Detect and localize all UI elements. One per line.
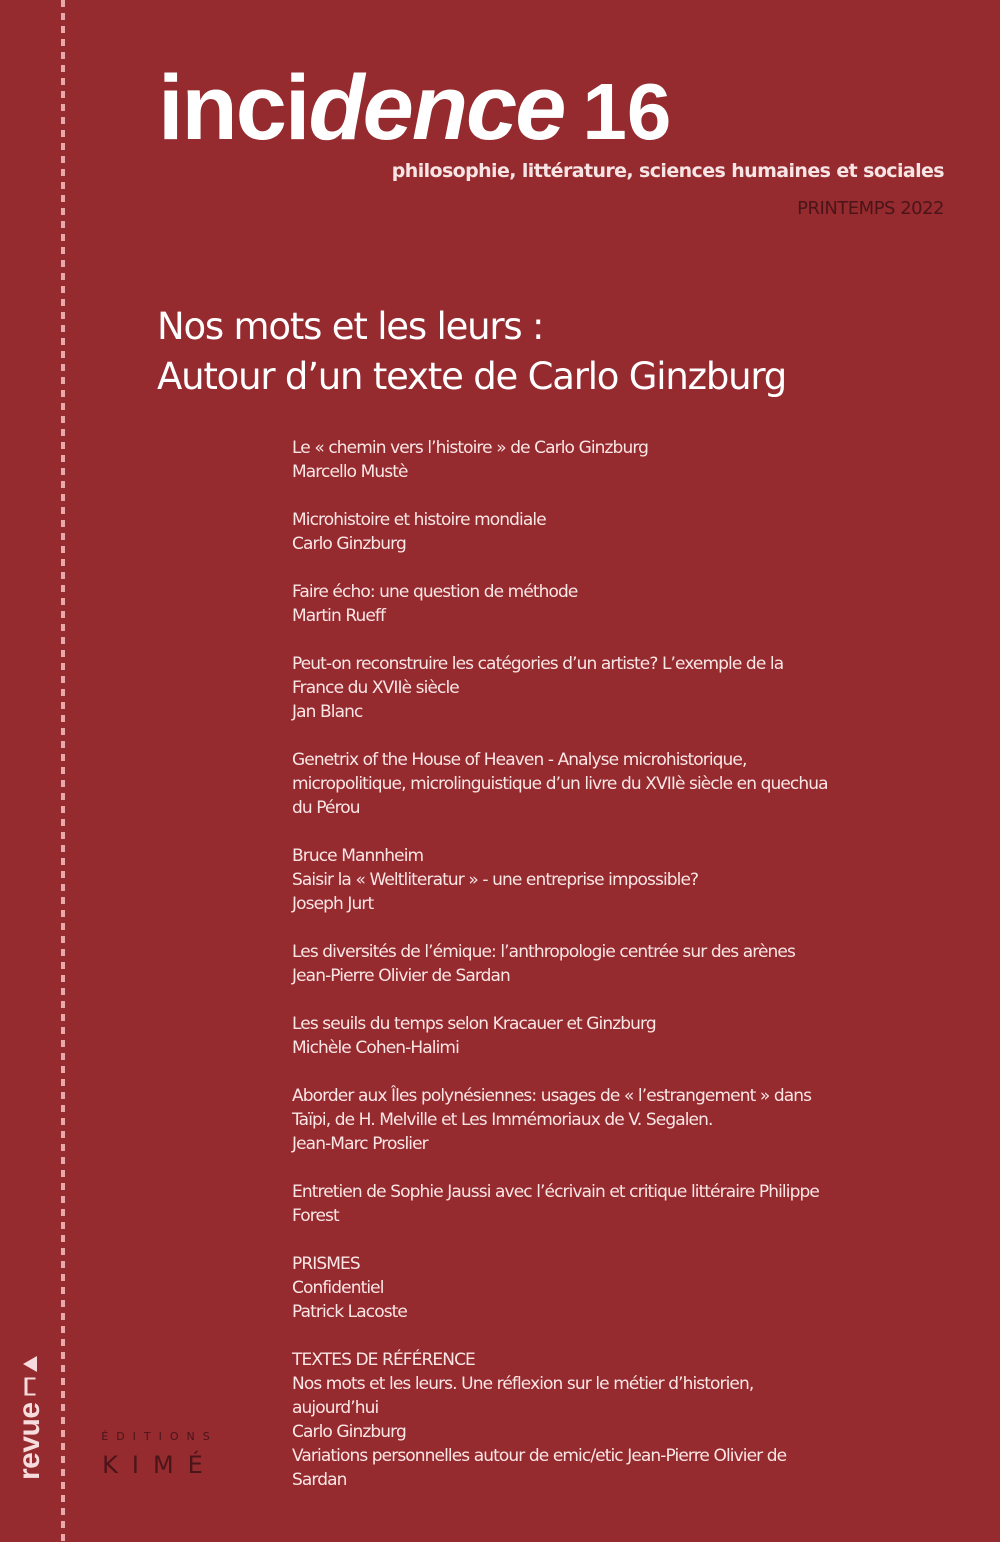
toc-section-prismes [292, 1252, 912, 1324]
arrow-icon [23, 1356, 37, 1372]
toc-line: Martin Rueff [292, 606, 386, 626]
toc-line: Taïpi, de H. Melville et Les Immémoriaux de V. Segalen. [292, 1110, 713, 1130]
theme-title [157, 302, 786, 402]
toc-section-textes-de-reference [292, 1348, 912, 1492]
toc-line: Peut-on reconstruire les catégories d’un artiste? L’exemple de la [292, 654, 784, 674]
toc-entry [292, 1180, 912, 1228]
toc-entry [292, 748, 912, 820]
toc-line: France du XVIIè siècle [292, 678, 459, 698]
toc-line: Microhistoire et histoire mondiale [292, 510, 546, 530]
toc-line: Saisir la « Weltliteratur » - une entreprise impossible? [292, 870, 699, 890]
spine-label-text: revue [13, 1402, 46, 1480]
toc-line: Jan Blanc [292, 702, 363, 722]
toc-line: Jean-Marc Proslier [292, 1134, 428, 1154]
toc-section-heading: TEXTES DE RÉFÉRENCE [292, 1350, 475, 1370]
toc-line: Patrick Lacoste [292, 1302, 407, 1322]
toc-entry [292, 508, 912, 556]
theme-title-line-2: Autour d’un texte de Carlo Ginzburg [157, 355, 787, 398]
masthead-prefix: inci [158, 57, 309, 159]
issue-number: 16 [582, 67, 672, 156]
toc-line: Nos mots et les leurs. Une réflexion sur le métier d’historien, [292, 1374, 754, 1394]
toc-line: Sardan [292, 1470, 347, 1490]
toc-line: Aborder aux Îles polynésiennes: usages de « l’estrangement » dans [292, 1086, 812, 1106]
spine-dashed-line [61, 0, 65, 1542]
toc-line: Faire écho: une question de méthode [292, 582, 578, 602]
bracket-icon [25, 1378, 36, 1396]
toc-entry [292, 1084, 912, 1156]
toc-entry [292, 652, 912, 724]
toc-entry [292, 940, 912, 988]
publisher-label: ÉDITIONS [101, 1430, 218, 1443]
spine-label [10, 1330, 50, 1480]
toc-line: du Pérou [292, 798, 360, 818]
theme-title-line-1: Nos mots et les leurs : [157, 305, 544, 348]
issue-season: PRINTEMPS 2022 [797, 198, 944, 219]
toc-line: Les seuils du temps selon Kracauer et Ginzburg [292, 1014, 656, 1034]
toc-line: Bruce Mannheim [292, 846, 424, 866]
journal-subtitle: philosophie, littérature, sciences humaines et sociales [391, 160, 944, 182]
toc-line: Les diversités de l’émique: l’anthropologie centrée sur des arènes [292, 942, 795, 962]
toc-line: Michèle Cohen-Halimi [292, 1038, 459, 1058]
publisher-logo [92, 1430, 227, 1479]
toc-line: Entretien de Sophie Jaussi avec l’écrivain et critique littéraire Philippe [292, 1182, 819, 1202]
masthead-italic: dence [308, 57, 565, 159]
toc-line: Le « chemin vers l’histoire » de Carlo Ginzburg [292, 438, 649, 458]
toc-line: Carlo Ginzburg [292, 1422, 406, 1442]
publisher-name: KIMÉ [102, 1451, 217, 1479]
toc-line: micropolitique, microlinguistique d’un livre du XVIIè siècle en quechua [292, 774, 828, 794]
masthead [158, 57, 672, 159]
toc-line: aujourd’hui [292, 1398, 379, 1418]
toc-section-heading: PRISMES [292, 1254, 360, 1274]
table-of-contents [292, 436, 912, 1516]
toc-entry [292, 580, 912, 628]
toc-line: Marcello Mustè [292, 462, 408, 482]
toc-entry [292, 436, 912, 484]
toc-line: Genetrix of the House of Heaven - Analyse microhistorique, [292, 750, 747, 770]
toc-line: Variations personnelles autour de emic/etic Jean-Pierre Olivier de [292, 1446, 787, 1466]
toc-line: Confidentiel [292, 1278, 384, 1298]
toc-entry [292, 844, 912, 916]
toc-line: Jean-Pierre Olivier de Sardan [292, 966, 510, 986]
toc-entry [292, 1012, 912, 1060]
toc-line: Forest [292, 1206, 339, 1226]
toc-line: Joseph Jurt [292, 894, 374, 914]
toc-line: Carlo Ginzburg [292, 534, 406, 554]
